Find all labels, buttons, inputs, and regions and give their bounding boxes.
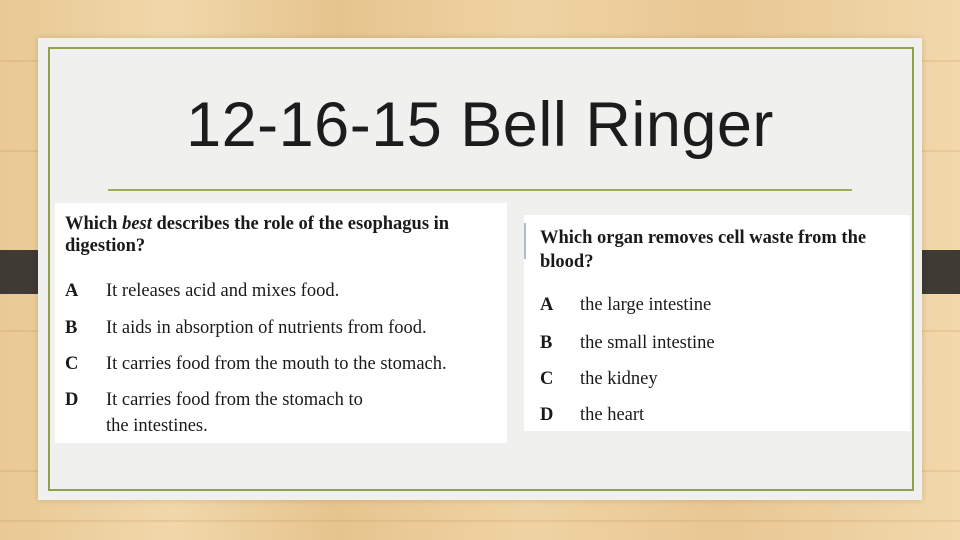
option-letter: D <box>65 390 79 410</box>
question-2-prompt: Which organ removes cell waste from the blood? <box>540 228 867 272</box>
option-text: It releases acid and mixes food. <box>106 281 340 301</box>
wood-grain <box>0 520 960 522</box>
option-text: It carries food from the stomach to <box>106 390 363 410</box>
option-text: the small intestine <box>580 333 715 353</box>
question-2-panel <box>524 215 910 431</box>
option-letter: A <box>540 295 554 315</box>
question-1-prompt <box>65 213 495 257</box>
option-letter: A <box>65 281 79 301</box>
option-text: It aids in absorption of nutrients from food. <box>106 318 427 338</box>
option-letter: D <box>540 405 554 425</box>
slide-title: 12-16-15 Bell Ringer <box>186 90 774 160</box>
question-1-prompt-start: Which <box>65 214 123 234</box>
option-letter: C <box>540 369 554 389</box>
option-text: the heart <box>580 405 645 425</box>
question-1-prompt-end: describes the role of the esophagus in digestion? <box>65 214 450 256</box>
title-divider <box>108 189 852 191</box>
panel-edge-line <box>524 223 526 259</box>
option-text: It carries food from the mouth to the stomach. <box>106 354 447 374</box>
option-text: the large intestine <box>580 295 712 315</box>
option-text: the kidney <box>580 369 658 389</box>
question-1-prompt-emphasis: best <box>122 214 152 234</box>
question-1-panel <box>55 203 507 443</box>
option-letter: B <box>540 333 553 353</box>
option-letter: C <box>65 354 79 374</box>
option-text-continued: the intestines. <box>106 416 208 436</box>
option-letter: B <box>65 318 78 338</box>
